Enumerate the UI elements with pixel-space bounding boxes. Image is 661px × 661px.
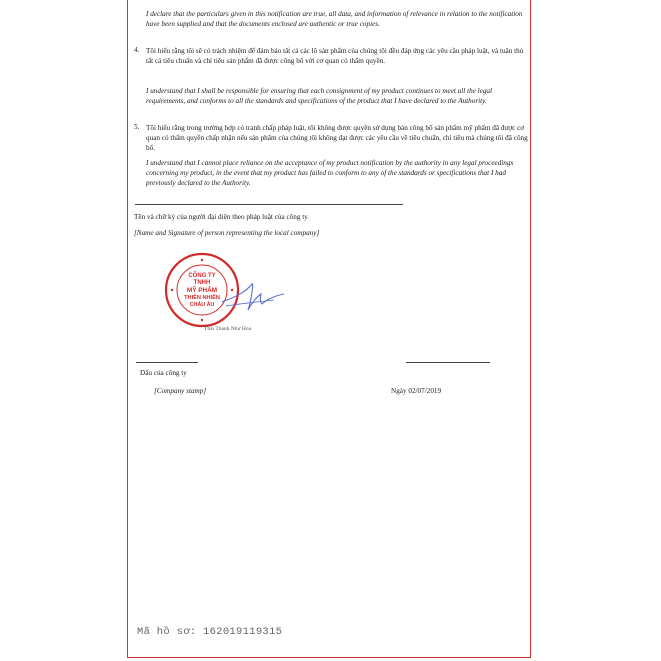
signature-label-vi: Tên và chữ ký của người đại diện theo pháp luật của công ty xyxy=(134,213,308,221)
stamp-line-5: CHÂU ÂU xyxy=(189,302,215,308)
stamp-line-3: MỸ PHẨM xyxy=(186,287,218,294)
item-5-number: 5. xyxy=(134,123,140,131)
document-page xyxy=(127,0,531,658)
item-4-number: 4. xyxy=(134,46,140,54)
company-stamp-label-en: [Company stamp] xyxy=(154,387,207,395)
item-4-vi: Tôi hiểu rằng tôi sẽ có trách nhiệm để đảm bảo tất cả các lô sản phẩm của chúng tôi đều đáp ứng các yêu cầu pháp luật, và tuân thủ tất cả tiêu chuẩn và chỉ tiêu sản phẩm đã được công bố với cơ quan có thẩm quyền. xyxy=(146,47,524,66)
stamp-line-2: TNHH xyxy=(193,280,211,286)
record-code: Mã hồ sơ: 162019119315 xyxy=(137,626,283,638)
signature-label-en: [Name and Signature of person representing the local company] xyxy=(134,229,320,237)
signature-divider xyxy=(135,204,403,205)
document-date: Ngày 02/07/2019 xyxy=(391,387,442,395)
date-line xyxy=(406,362,490,363)
stamp-line-4: THIÊN NHIÊN xyxy=(184,295,220,301)
stamp-line-1: CÔNG TY xyxy=(188,273,216,279)
item-5-vi: Tôi hiểu rằng trong trường hợp có tranh chấp pháp luật, tôi không được quyền sử dụng bản công bố sản phẩm mỹ phẩm đã được cơ quan có thẩm quyền chấp nhận nếu sản phẩm của chúng tôi không đạt được các yêu cầu về tiêu chuẩn, chỉ tiêu mà chúng tôi đã công bố. xyxy=(146,124,528,153)
declaration-en: I declare that the particulars given in this notification are true, all data, and information of relevance in relation to the notification have been supplied and that the documents enclosed are authentic or true copies. xyxy=(146,10,523,29)
item-5-en: I understand that I cannot place reliance on the acceptance of my product notification by the authority in any legal proceedings concerning my product, in the event that my product has failed to conform to any of the standards or specifications that I had previously declared to the Authority. xyxy=(146,159,514,188)
handwritten-signature xyxy=(218,272,288,322)
company-stamp-label-vi: Dấu của công ty xyxy=(140,369,187,377)
item-4-en: I understand that I shall be responsible for ensuring that each consignment of my product continues to meet all the legal requirements, and conforms to all the standards and specifications of the product that I have declared to the Authority. xyxy=(146,87,493,106)
stamp-line xyxy=(136,362,198,363)
signer-name: Thái Thanh Như Hoa xyxy=(204,326,252,332)
